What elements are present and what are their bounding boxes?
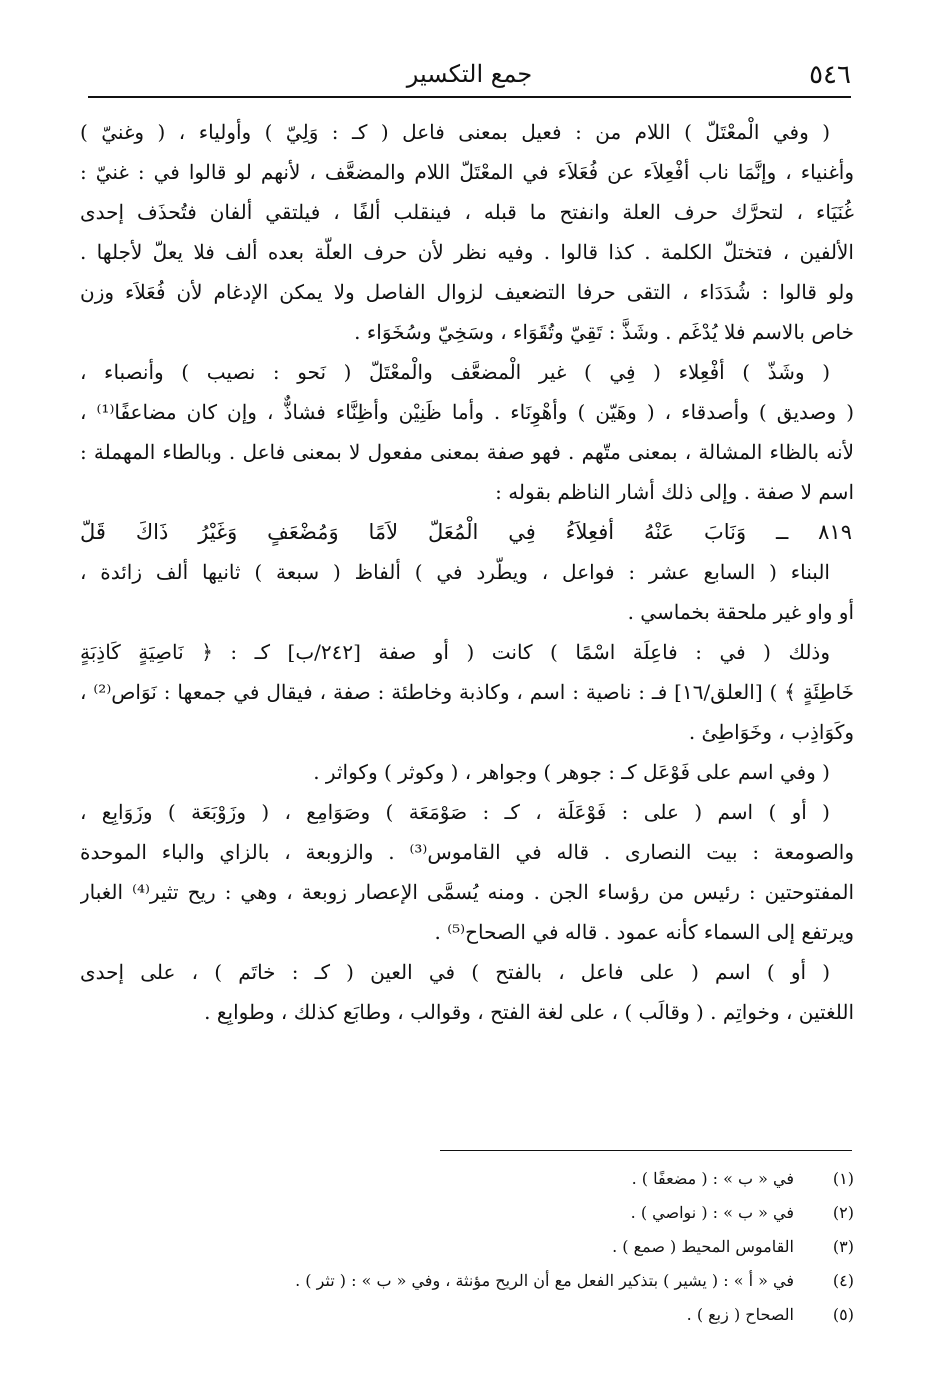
footnote-number: (٣) (832, 1237, 854, 1256)
text-line: أو واو غير ملحقة بخماسي . (627, 600, 854, 624)
text-line: وذلك ( في : فاعِلَة اسْمًا ) كانت ( أو صفة [٢٤٢/ب] كـ : ﴿ نَاصِيَةٍ كَاذِبَةٍ (80, 640, 830, 664)
text-line: خَاطِئَةٍ ﴾ ) [العلق/١٦] فـ : ناصية : اسم ، وكاذبة وخاطئة : صفة ، فيقال في جمعها : نَوَاص⁽²⁾ ، (80, 680, 854, 704)
header-rule (88, 96, 851, 98)
text-line: ( وفي اسم على فَوْعَل كـ : جوهر ) وجواهر ، ( وكوثر ) وكواثر . (313, 760, 830, 784)
footnote-text: في « ب » : ( نواصي ) . (630, 1203, 794, 1222)
footnote-text: القاموس المحيط ( صمع ) . (612, 1237, 794, 1256)
text-line: الألفين ، فتختلّ الكلمة . كذا قالوا . وفيه نظر لأن حرف العلّة بعده ألف فلا يعلّ لأجلها . (80, 240, 854, 264)
text-line: ويرتفع إلى السماء كأنه عمود . قاله في الصحاح⁽⁵⁾ . (434, 920, 854, 944)
page-header (88, 58, 851, 98)
text-line: ( وشَذّ ) أفْعِلاء ( فِي ) غير الْمضعَّف والْمعْتَلّ ( نَحو : نصيب ) وأنصباء ، (80, 360, 830, 384)
footnote (80, 1264, 854, 1298)
text-line: خاص بالاسم فلا يُدْغَم . وشَذَّ : تَقِيّ وتُقَوَاء ، وسَخِيّ وسُخَوَاء . (354, 320, 854, 344)
text-line: والصومعة : بيت النصارى . قاله في القاموس⁽³⁾ . والزوبعة ، بالزاي والباء الموحدة (80, 840, 854, 864)
footnote-number: (٤) (832, 1271, 854, 1290)
running-title: جمع التكسير (406, 60, 533, 88)
footnote (80, 1196, 854, 1230)
footnote-text: الصحاح ( زبع ) . (686, 1305, 794, 1324)
footnote-text: في « ب » : ( مضعفًا ) . (631, 1169, 794, 1188)
text-line: اسم لا صفة . وإلى ذلك أشار الناظم بقوله : (495, 480, 854, 504)
text-line: المفتوحتين : رئيس من رؤساء الجن . ومنه يُسمَّى الإعصار زوبعة ، وهي : ريح تثير⁽⁴⁾ الغبار (80, 880, 854, 904)
text-line: ولو قالوا : شُدَدَاء ، التقى حرفا التضعيف لزوال الفاصل ولا يمكن الإدغام لأن فُعَلاَء وزن (80, 280, 854, 304)
footnote (80, 1230, 854, 1264)
text-line: البناء ( السابع عشر : فواعل ، ويطّرد في ) ألفاظ ( سبعة ) ثانيها ألف زائدة ، (80, 560, 830, 584)
text-line: غُنَيَاء ، لتحرَّك حرف العلة وانفتح ما قبله ، فينقلب ألفًا ، فيلتقي ألفان فتُحذَف إحدى (80, 200, 854, 224)
text-line: ( أو ) اسم ( على فاعل ، بالفتح ) في العين ( كـ : خاتَم ) ، على إحدى (80, 960, 831, 984)
footnote (80, 1298, 854, 1332)
text-line: لأنه بالظاء المشالة ، بمعنى متّهم . فهو صفة بمعنى مفعول لا بمعنى فاعل . وبالطاء المهملة : (80, 440, 854, 464)
footnote-text: في « أ » : ( يشير ) بتذكير الفعل مع أن الريح مؤنثة ، وفي « ب » : ( تثر ) . (295, 1271, 794, 1290)
text-line: ( أو ) اسم ( على : فَوْعَلَة ، كـ : صَوْمَعَة ) وصَوَامِع ، ( وزَوْبَعَة ) وزَوَابِع ، (80, 800, 830, 824)
text-line: ( وفي الْمعْتَلّ ) اللام من : فعيل بمعنى فاعل ( كـ : وَلِيّ ) وأولياء ، ( وغنيّ ) (80, 120, 830, 144)
body-text (80, 112, 854, 1032)
footnote (80, 1162, 854, 1196)
verse-line: ٨١٩ ــ وَنَابَ عَنْهُ أفعِلاَءُ فِي الْمُعَلّ لاَمًا وَمُضْعَفٍ وَغَيْرُ ذَاكَ قَلّ (80, 520, 852, 544)
footnote-number: (٢) (832, 1203, 854, 1222)
text-line: ( وصديق ) وأصدقاء ، ( وهَيّن ) وأهْوِنَاء . وأما ظَنِيْن وأظِنَّاء فشاذٌّ ، وإن كان مضاعفًا⁽¹⁾ ، (80, 400, 854, 424)
text-line: وأغنياء ، وإنَّمَا ناب أفْعِلاَء عن فُعَلاَء في المعْتَلّ اللام والمضعَّف ، لأنهم لو قالوا في : غنيّ : (80, 160, 854, 184)
text-line: وكَوَاذِب ، وخَوَاطِئ . (688, 720, 854, 744)
footnotes (80, 1162, 854, 1332)
footnote-number: (٥) (832, 1305, 854, 1324)
page-number: ٥٤٦ (809, 60, 851, 90)
text-line: اللغتين ، وخواتِم . ( وقالَب ) ، على لغة الفتح ، وقوالب ، وطابَع كذلك ، وطوابِع . (204, 1000, 854, 1024)
footnote-number: (١) (832, 1169, 854, 1188)
footnote-rule (440, 1150, 852, 1151)
